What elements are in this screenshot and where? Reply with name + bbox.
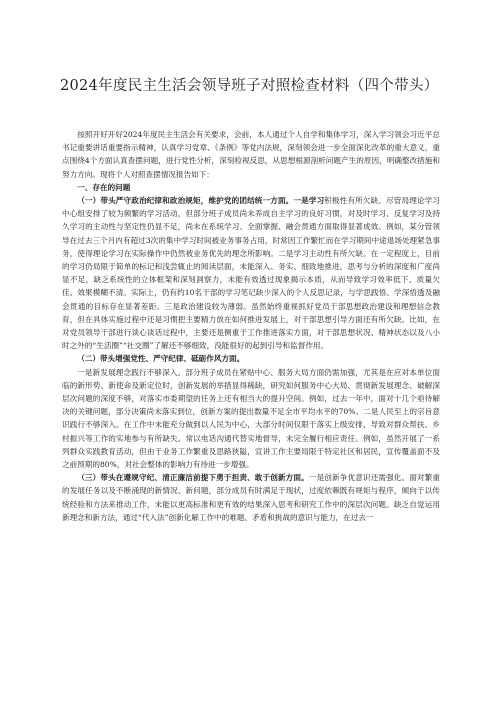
subsection-3-heading: （三）带头在遵规守纪、清正廉洁前提下勇于担责、敢于创新方面。 <box>77 473 309 483</box>
document-body <box>62 128 440 524</box>
subsection-3-body: 一是创新争优意识还需强化。面对繁重的发展任务以及不断涌现的新情况、新问题，部分成员有时满足于现状，过度依赖既有规矩与程序，倾向于以传统经验和方法来推动工作，未能以更高标准和更有效的结果深入思考和研究工作中的深层次问题。缺乏自觉运用新理念和新方法，通过“代入法”创新化解工作中的难题、矛盾和挑战的意识与能力，在过去一 <box>62 473 441 522</box>
subsection-1-heading: （一）带头严守政治纪律和政治规矩，维护党的团结统一方面。一是学习 <box>77 196 325 206</box>
intro-paragraph: 按照开好开好2024年度民主生活会有关要求，会前，本人通过个人自学和集体学习，深入学习领会习近平总书记重要讲话重要指示精神，认真学习党章、《条例》等党内法规，深刻领会进一步全面深化改革的重大意义，重点围绕4个方面认真查摆问题，进行党性分析，深刻检视反思，从思想根源剖析问题产生的原因，明确整改措施和努力方向。现将个人对照查摆情况报告如下： <box>62 130 440 179</box>
subsection-1-body: 积极性有所欠缺。尽管局理论学习中心组安排了较为频繁的学习活动，但部分班子成员尚未养成自主学习的良好习惯，对及时学习、反复学习及持久学习的主动性与坚定性仍显不足，尚未在系统学习、全面掌握、融会贯通方面取得显著成效。例如，某分管领导在过去三个月内有超过3次的集中学习时间被业务事务占用，时常因工作繁忙而在学习期间中途退场处理紧急事务，使得理论学习在实际操作中仍然被业务优先的理念所影响。二是学习主动性有所欠缺。在一定程度上，目前的学习仍局限于简单的标记和浅尝辄止的阅读层面，未能深入、务实、细致地推进，思考与分析的深度和广度尚显不足，缺乏系统性的立体框架和深刻洞察力，未能有效透过现象揭示本质，从而导致学习效率低下、质量欠佳、效果模糊不清。实际上，仍有约10名干部的学习笔记缺少深入的个人反思记录，与学思践悟、学深悟透及融会贯通的目标存在显著差距。三是政治建设较为薄弱。虽然始终重视抓好党员干部思想政治建设和理想信念教育，但在具体实施过程中还是习惯把主要精力放在如何推进发展上，对干部思想引导方面还有所欠缺。比如，在对党员领导干部进行谈心谈话过程中，主要还是侧重于工作推进落实方面，对干部思想状况、精神状态以及八小时之外的“生活圈”“社交圈”了解还不够细致，没能很好的起到引导和监督作用。 <box>62 196 440 351</box>
section-heading-text: 一、存在的问题 <box>77 182 131 192</box>
section-heading <box>62 181 440 194</box>
document-title: 2024年度民主生活会领导班子对照检查材料（四个带头） <box>60 78 439 94</box>
subsection-2-heading: （二）带头增强党性、严守纪律、砥砺作风方面。 <box>77 354 245 364</box>
subsection-1 <box>62 194 440 352</box>
subsection-3 <box>62 471 440 524</box>
subsection-2 <box>62 352 440 365</box>
subsection-2-body: 一是新发展理念践行不够深入。部分班子成员在紧贴中心、服务大局方面仍需加强，尤其是在应对本单位面临的新形势、新使命及新定位时，创新发展的举措显得稀缺，研究如何服务中心大局、贯彻新发展理念、破解深层次问题的深度不够，对落实市委期望的任务上还有相当大的提升空间。例如，过去一年中，面对十几个亟待解决的关键问题，部分决策尚未落实到位，创新方案的提出数量不足全市平均水平的70%。二是人民至上的宗旨意识践行不够深入。在工作中未能充分做到以人民为中心，大部分时间仅限于落实上级安排，导致对群众帮扶、乡村振兴等工作的实地参与有所缺失。常以电话沟通代替实地督导，未完全履行相应责任。例如，虽然开展了一系列群众实践教育活动，但由于业务工作繁重及思路狭隘，宣讲工作主要局限于特定社区和居民，宣传覆盖面不及之前预期的80%，对社会整体的影响力有待进一步增强。 <box>62 367 440 470</box>
